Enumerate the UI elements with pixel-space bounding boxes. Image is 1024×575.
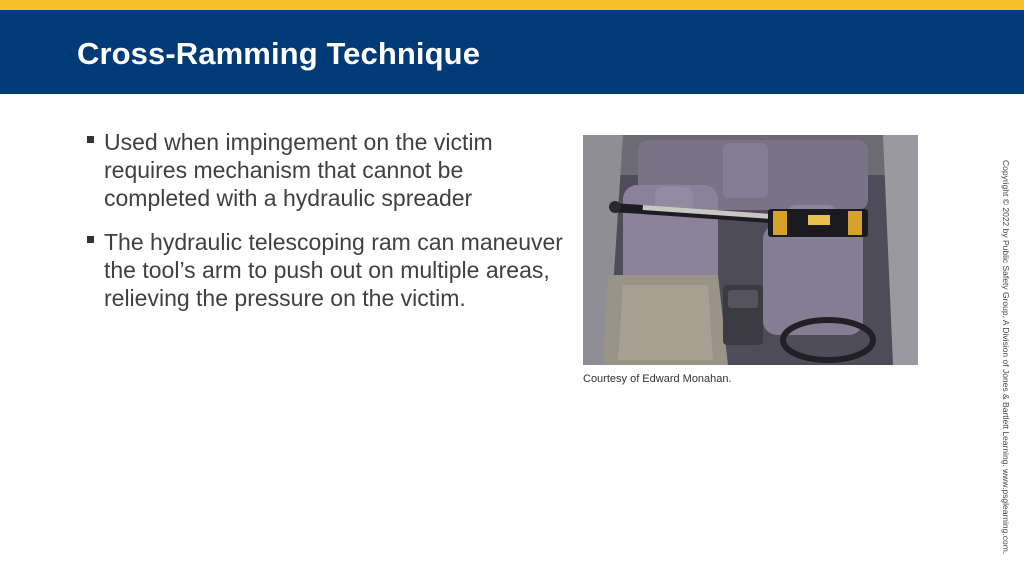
vehicle-interior-photo bbox=[583, 135, 918, 365]
bullet-text: Used when impingement on the victim requires mechanism that cannot be completed with a hydraulic spreader bbox=[104, 129, 493, 211]
top-accent-stripe bbox=[0, 0, 1024, 10]
bullet-item bbox=[84, 228, 564, 312]
slide-title: Cross-Ramming Technique bbox=[77, 36, 481, 71]
square-bullet-icon bbox=[87, 236, 94, 243]
bullet-list bbox=[84, 128, 564, 328]
square-bullet-icon bbox=[87, 136, 94, 143]
bullet-item bbox=[84, 128, 564, 212]
title-bar bbox=[0, 10, 1024, 94]
copyright-notice: Copyright © 2022 by Public Safety Group, A Division of Jones & Bartlett Learning. www.psglearning.com. bbox=[1001, 160, 1011, 555]
photo-caption: Courtesy of Edward Monahan. bbox=[583, 373, 732, 385]
bullet-text: The hydraulic telescoping ram can maneuver the tool’s arm to push out on multiple areas, relieving the pressure on the victim. bbox=[104, 229, 563, 311]
